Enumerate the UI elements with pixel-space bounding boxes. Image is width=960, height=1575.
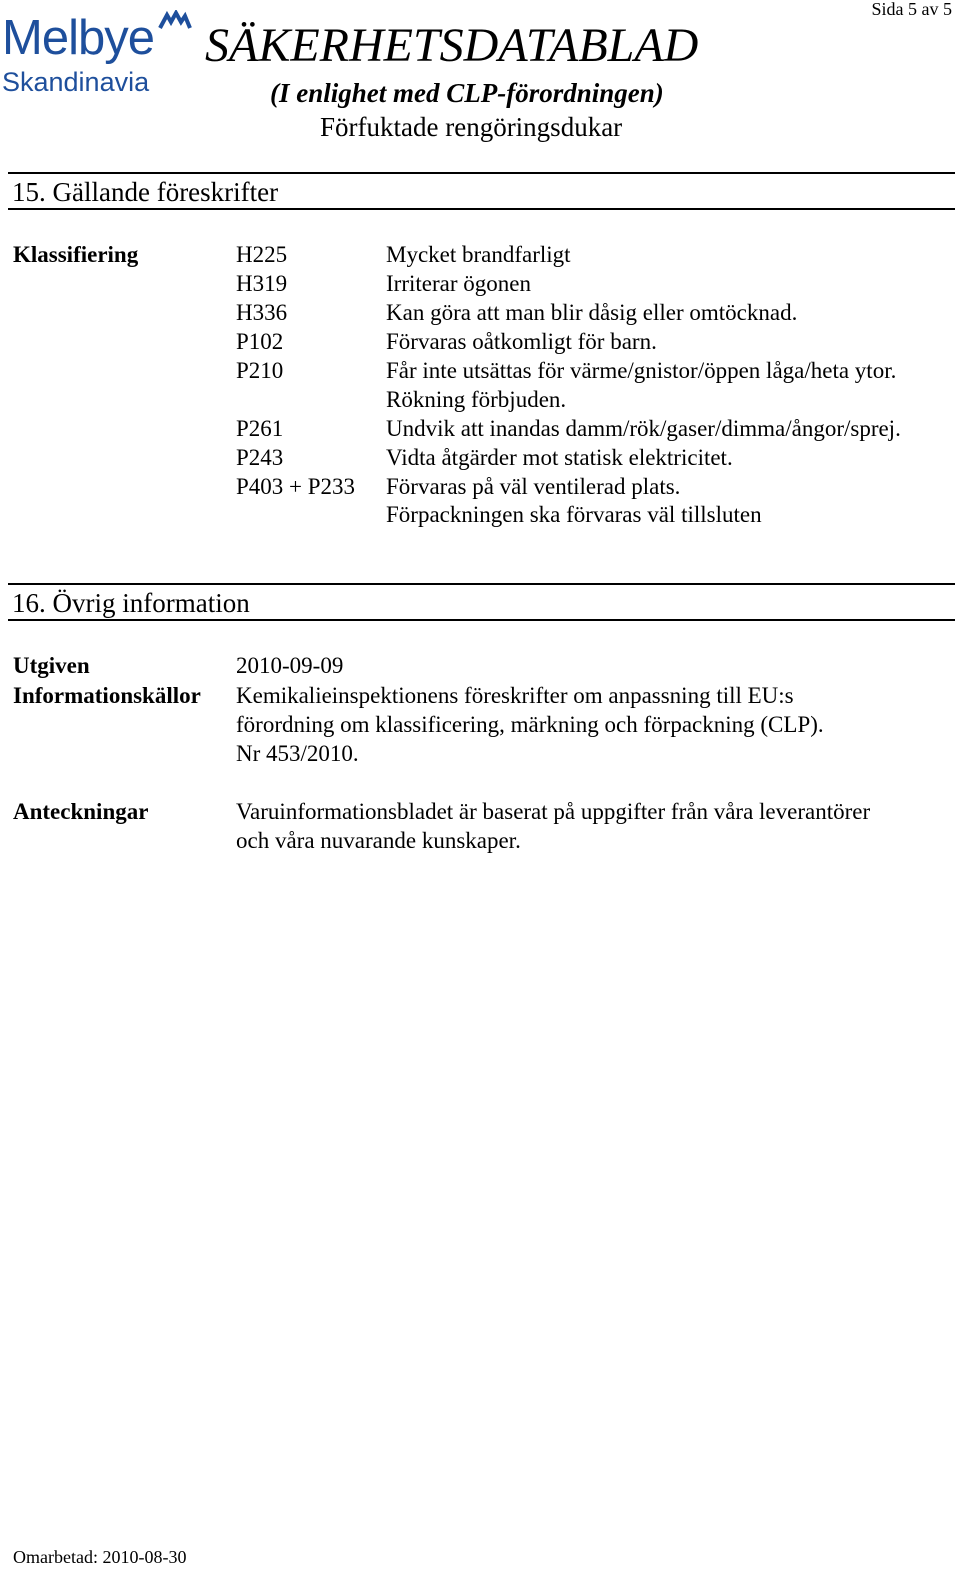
section-16-bottom-rule — [8, 619, 955, 621]
document-title: SÄKERHETSDATABLAD — [205, 19, 699, 72]
hazard-code: P403 + P233 — [236, 474, 356, 499]
issued-label: Utgiven — [13, 653, 90, 678]
section-15-bottom-rule — [8, 208, 955, 210]
hazard-code: H225 — [236, 242, 288, 267]
hazard-phrase: Kan göra att man blir dåsig eller omtöcknad. — [386, 300, 798, 325]
section-16-title: 16. Övrig information — [12, 588, 250, 618]
company-logo — [0, 8, 200, 98]
hazard-phrase: Vidta åtgärder mot statisk elektricitet. — [386, 445, 733, 470]
hazard-phrase: Mycket brandfarligt — [386, 242, 571, 267]
hazard-phrase: Förvaras oåtkomligt för barn. — [386, 329, 657, 354]
issued-date: 2010-09-09 — [236, 653, 344, 678]
logo-mountain-icon — [158, 10, 192, 30]
hazard-phrase: Irriterar ögonen — [386, 271, 531, 296]
hazard-phrase: Undvik att inandas damm/rök/gaser/dimma/ångor/sprej. — [386, 416, 901, 441]
hazard-code: H319 — [236, 271, 288, 296]
sources-line: förordning om klassificering, märkning och förpackning (CLP). — [236, 712, 824, 737]
hazard-code: P210 — [236, 358, 284, 383]
sources-label: Informationskällor — [13, 683, 201, 708]
section-15-top-rule — [8, 172, 955, 174]
notes-label: Anteckningar — [13, 799, 149, 824]
notes-line: Varuinformationsbladet är baserat på uppgifter från våra leverantörer — [236, 799, 871, 824]
hazard-phrase: Förvaras på väl ventilerad plats. — [386, 474, 681, 499]
section-15-title: 15. Gällande föreskrifter — [12, 177, 279, 207]
hazard-code: H336 — [236, 300, 288, 325]
hazard-code: P243 — [236, 445, 284, 470]
sources-line: Kemikalieinspektionens föreskrifter om anpassning till EU:s — [236, 683, 794, 708]
document-subtitle: (I enlighet med CLP-förordningen) — [270, 78, 664, 108]
hazard-phrase: Får inte utsättas för värme/gnistor/öppen låga/heta ytor. — [386, 358, 897, 383]
logo-sub-text: Skandinavia — [2, 67, 150, 97]
product-name: Förfuktade rengöringsdukar — [320, 112, 623, 142]
logo-brand-text: Melbye — [2, 11, 154, 65]
classification-label: Klassifiering — [13, 242, 139, 267]
hazard-phrase: Förpackningen ska förvaras väl tillsluten — [386, 502, 762, 527]
hazard-code: P261 — [236, 416, 284, 441]
notes-line: och våra nuvarande kunskaper. — [236, 828, 521, 853]
page-number: Sida 5 av 5 — [871, 0, 952, 19]
section-16-top-rule — [8, 583, 955, 585]
hazard-phrase: Rökning förbjuden. — [386, 387, 567, 412]
hazard-code: P102 — [236, 329, 284, 354]
revision-date: Omarbetad: 2010-08-30 — [13, 1547, 187, 1567]
sources-line: Nr 453/2010. — [236, 741, 359, 766]
